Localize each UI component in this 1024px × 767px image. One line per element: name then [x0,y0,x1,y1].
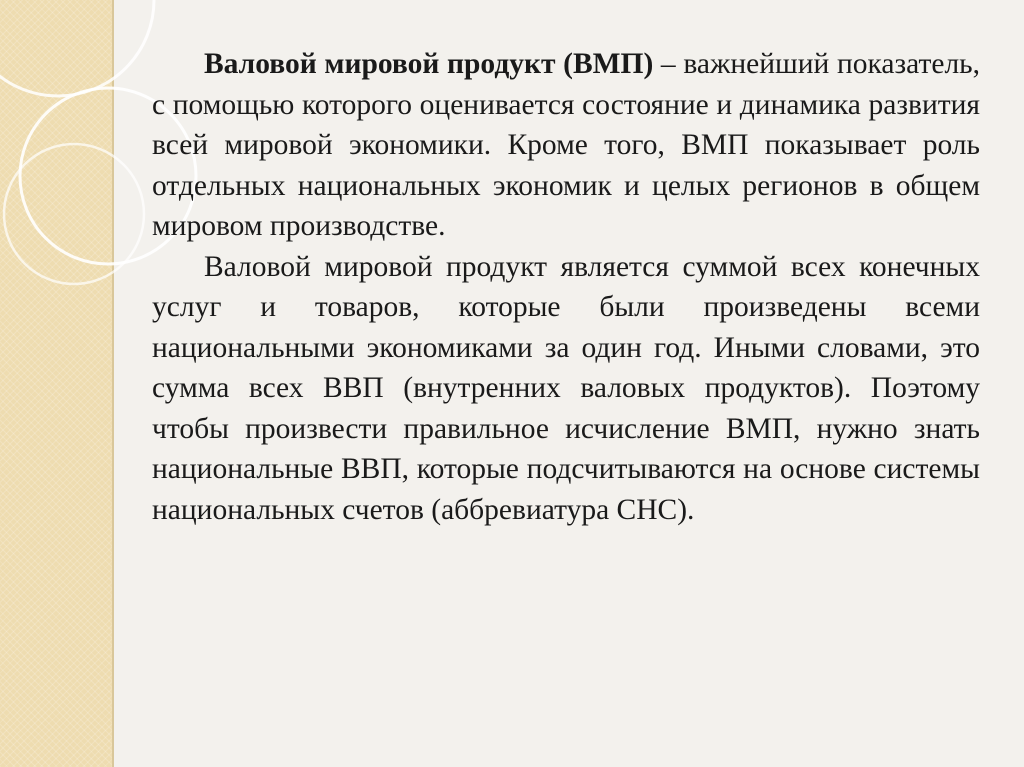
definition-text: – важнейший показатель, с помощью которого оценивается состояние и динамика развития всей мировой экономики. Кроме того, ВМП показывает роль отдельных национальных экономик и целых регионов в общем мировом производстве. [152,48,980,242]
paragraph-definition [152,44,980,247]
slide-text [152,44,980,530]
decorative-ring-top [0,0,154,96]
decorative-ring-small [4,144,144,284]
paragraph-explanation: Валовой мировой продукт является суммой всех конечных услуг и товаров, которые были произведены всеми национальными экономиками за один год. Иными словами, это сумма всех ВВП (внутренних валовых продуктов). Поэтому чтобы произвести правильное исчисление ВМП, нужно знать национальные ВВП, которые подсчитываются на основе системы национальных счетов (аббревиатура СНС). [152,250,980,526]
term-vmp: Валовой мировой продукт (ВМП) [204,48,654,80]
